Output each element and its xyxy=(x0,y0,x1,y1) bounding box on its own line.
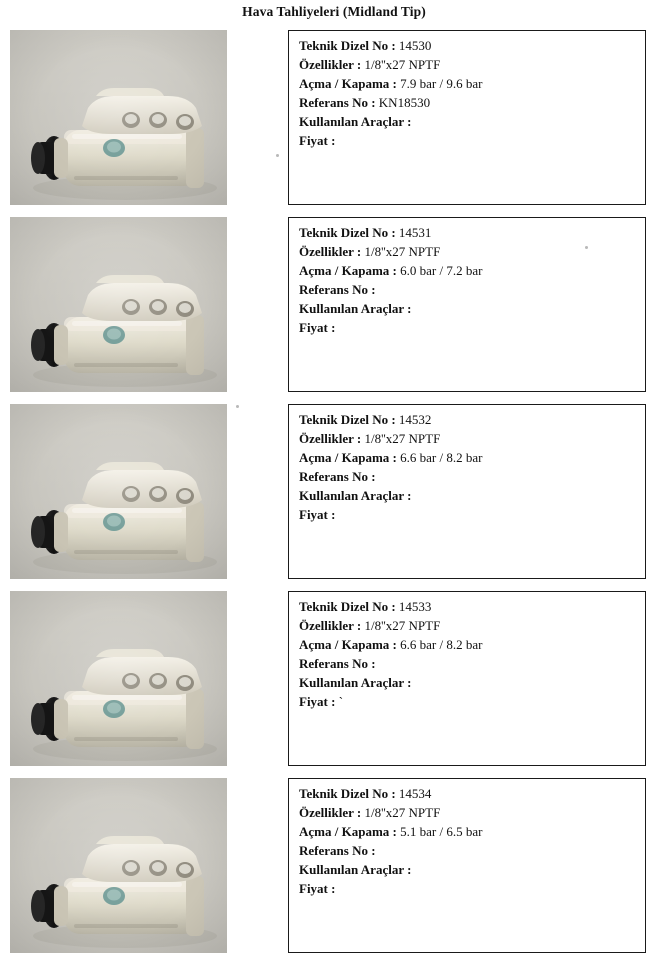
spec-line-kullanilan-araclar xyxy=(299,489,635,502)
scan-speck xyxy=(276,154,279,157)
spec-line-teknik-dizel-no xyxy=(299,413,635,426)
label-kullanilan-araclar: Kullanılan Araçlar : xyxy=(299,301,412,316)
value-ozellikler: 1/8''x27 NPTF xyxy=(364,244,441,259)
label-teknik-dizel-no: Teknik Dizel No : xyxy=(299,38,396,53)
spec-line-fiyat xyxy=(299,508,635,521)
product-list xyxy=(0,30,658,953)
label-kullanilan-araclar: Kullanılan Araçlar : xyxy=(299,488,412,503)
air-dryer-valve-illustration xyxy=(10,778,227,953)
list-item xyxy=(10,404,646,579)
air-dryer-valve-illustration xyxy=(10,30,227,205)
value-fiyat: ` xyxy=(338,694,344,709)
spec-line-ozellikler xyxy=(299,619,635,632)
label-acma-kapama: Açma / Kapama : xyxy=(299,263,397,278)
value-acma-kapama: 6.6 bar / 8.2 bar xyxy=(400,637,483,652)
label-ozellikler: Özellikler : xyxy=(299,805,362,820)
value-teknik-dizel-no: 14530 xyxy=(398,38,432,53)
spec-line-acma-kapama xyxy=(299,77,635,90)
spec-line-kullanilan-araclar xyxy=(299,863,635,876)
air-dryer-valve-illustration xyxy=(10,404,227,579)
label-ozellikler: Özellikler : xyxy=(299,244,362,259)
spec-line-fiyat xyxy=(299,695,635,708)
label-teknik-dizel-no: Teknik Dizel No : xyxy=(299,786,396,801)
spec-line-teknik-dizel-no xyxy=(299,600,635,613)
label-acma-kapama: Açma / Kapama : xyxy=(299,450,397,465)
spec-line-acma-kapama xyxy=(299,638,635,651)
product-photo xyxy=(10,404,227,579)
list-item xyxy=(10,778,646,953)
value-ozellikler: 1/8''x27 NPTF xyxy=(364,805,441,820)
spec-line-referans-no xyxy=(299,844,635,857)
value-acma-kapama: 7.9 bar / 9.6 bar xyxy=(400,76,483,91)
label-acma-kapama: Açma / Kapama : xyxy=(299,637,397,652)
product-photo xyxy=(10,217,227,392)
value-acma-kapama: 6.0 bar / 7.2 bar xyxy=(400,263,483,278)
label-teknik-dizel-no: Teknik Dizel No : xyxy=(299,225,396,240)
scan-speck xyxy=(585,246,588,249)
label-teknik-dizel-no: Teknik Dizel No : xyxy=(299,412,396,427)
value-teknik-dizel-no: 14534 xyxy=(398,786,432,801)
spec-line-kullanilan-araclar xyxy=(299,115,635,128)
label-fiyat: Fiyat : xyxy=(299,320,336,335)
spec-line-fiyat xyxy=(299,321,635,334)
label-kullanilan-araclar: Kullanılan Araçlar : xyxy=(299,675,412,690)
spec-line-ozellikler xyxy=(299,432,635,445)
value-ozellikler: 1/8''x27 NPTF xyxy=(364,431,441,446)
air-dryer-valve-illustration xyxy=(10,217,227,392)
spec-line-teknik-dizel-no xyxy=(299,226,635,239)
value-teknik-dizel-no: 14532 xyxy=(398,412,432,427)
label-referans-no: Referans No : xyxy=(299,95,376,110)
label-referans-no: Referans No : xyxy=(299,656,376,671)
spec-line-fiyat xyxy=(299,882,635,895)
value-teknik-dizel-no: 14531 xyxy=(398,225,432,240)
spec-line-fiyat xyxy=(299,134,635,147)
spec-line-teknik-dizel-no xyxy=(299,787,635,800)
spec-card xyxy=(288,404,646,579)
list-item xyxy=(10,30,646,205)
air-dryer-valve-illustration xyxy=(10,591,227,766)
label-acma-kapama: Açma / Kapama : xyxy=(299,76,397,91)
product-photo xyxy=(10,591,227,766)
list-item xyxy=(10,591,646,766)
label-fiyat: Fiyat : xyxy=(299,694,336,709)
spec-line-ozellikler xyxy=(299,806,635,819)
spec-line-referans-no xyxy=(299,470,635,483)
value-acma-kapama: 6.6 bar / 8.2 bar xyxy=(400,450,483,465)
label-acma-kapama: Açma / Kapama : xyxy=(299,824,397,839)
spec-line-ozellikler xyxy=(299,58,635,71)
spec-line-acma-kapama xyxy=(299,264,635,277)
spec-line-referans-no xyxy=(299,283,635,296)
label-fiyat: Fiyat : xyxy=(299,133,336,148)
label-teknik-dizel-no: Teknik Dizel No : xyxy=(299,599,396,614)
spec-line-referans-no xyxy=(299,657,635,670)
spec-line-acma-kapama xyxy=(299,825,635,838)
label-fiyat: Fiyat : xyxy=(299,881,336,896)
page-title: Hava Tahliyeleri (Midland Tip) xyxy=(242,4,426,19)
spec-card xyxy=(288,778,646,953)
label-ozellikler: Özellikler : xyxy=(299,618,362,633)
label-referans-no: Referans No : xyxy=(299,282,376,297)
value-ozellikler: 1/8''x27 NPTF xyxy=(364,618,441,633)
value-teknik-dizel-no: 14533 xyxy=(398,599,432,614)
spec-card xyxy=(288,591,646,766)
label-referans-no: Referans No : xyxy=(299,843,376,858)
spec-line-acma-kapama xyxy=(299,451,635,464)
spec-line-kullanilan-araclar xyxy=(299,302,635,315)
spec-line-kullanilan-araclar xyxy=(299,676,635,689)
scan-speck xyxy=(236,405,239,408)
label-ozellikler: Özellikler : xyxy=(299,431,362,446)
label-referans-no: Referans No : xyxy=(299,469,376,484)
spec-line-referans-no xyxy=(299,96,635,109)
spec-line-teknik-dizel-no xyxy=(299,39,635,52)
value-referans-no: KN18530 xyxy=(378,95,431,110)
label-ozellikler: Özellikler : xyxy=(299,57,362,72)
list-item xyxy=(10,217,646,392)
product-photo xyxy=(10,30,227,205)
value-acma-kapama: 5.1 bar / 6.5 bar xyxy=(400,824,483,839)
value-ozellikler: 1/8''x27 NPTF xyxy=(364,57,441,72)
product-photo xyxy=(10,778,227,953)
label-fiyat: Fiyat : xyxy=(299,507,336,522)
label-kullanilan-araclar: Kullanılan Araçlar : xyxy=(299,114,412,129)
spec-card xyxy=(288,30,646,205)
label-kullanilan-araclar: Kullanılan Araçlar : xyxy=(299,862,412,877)
spec-card xyxy=(288,217,646,392)
